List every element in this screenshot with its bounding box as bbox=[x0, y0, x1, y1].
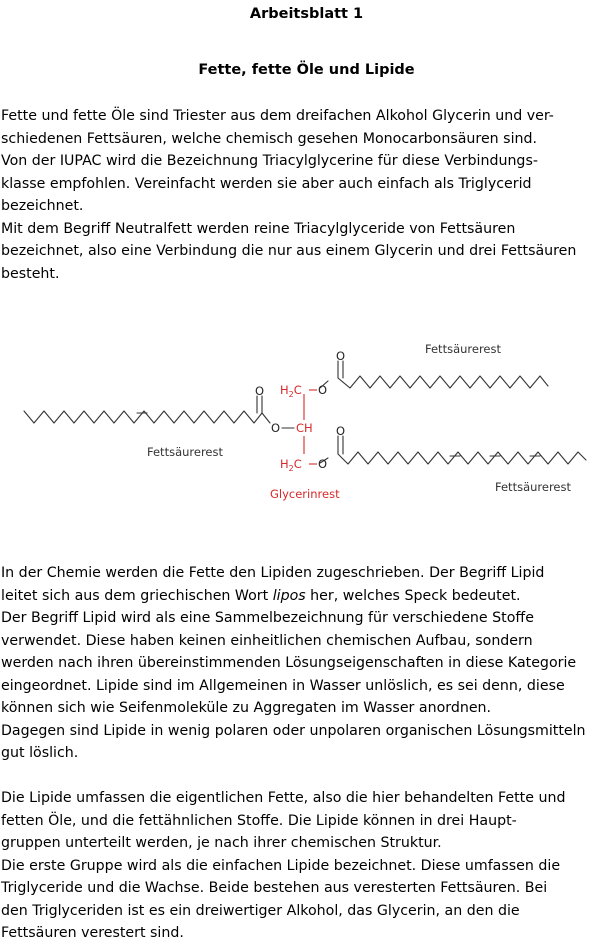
intro-line: klasse empfohlen. Vereinfacht werden sie aber auch einfach als Triglycerid bbox=[1, 175, 532, 192]
intro-paragraph bbox=[1, 105, 613, 285]
topic-title: Fette, fette Öle und Lipide bbox=[198, 62, 415, 78]
label-fatty-acid-bottom: Fettsäurerest bbox=[495, 480, 572, 494]
top-fatty-acid-chain bbox=[338, 376, 548, 388]
section2-line: leitet sich aus dem griechischen Wort lipos her, welches Speck bedeutet. bbox=[1, 587, 521, 604]
section2-line: Der Begriff Lipid wird als eine Sammelbezeichnung für verschiedene Stoffe bbox=[1, 610, 534, 626]
triglyceride-structure-figure bbox=[12, 326, 602, 516]
section3-line: Die erste Gruppe wird als die einfachen Lipide bezeichnet. Diese umfassen die bbox=[1, 857, 561, 874]
intro-line: besteht. bbox=[1, 265, 60, 282]
section3-line: den Triglyceriden ist es ein dreiwertiger Alkohol, das Glycerin, an den die bbox=[1, 902, 520, 919]
bottom-ester-o: O bbox=[318, 457, 328, 471]
left-carbonyl-o: O bbox=[255, 384, 265, 398]
glycerin-ch: CH bbox=[296, 421, 313, 435]
top-ester-o: O bbox=[318, 383, 328, 397]
top-carbonyl-o: O bbox=[336, 349, 346, 363]
intro-line: schiedenen Fettsäuren, welche chemisch gesehen Monocarbonsäuren sind. bbox=[1, 130, 538, 147]
intro-line: Mit dem Begriff Neutralfett werden reine Triacylglyceride von Fettsäuren bbox=[1, 220, 516, 237]
section3-line: Die Lipide umfassen die eigentlichen Fette, also die hier behandelten Fette und bbox=[1, 790, 566, 806]
intro-line: Fette und fette Öle sind Triester aus dem dreifachen Alkohol Glycerin und ver- bbox=[1, 108, 554, 124]
section2-line: In der Chemie werden die Fette den Lipiden zugeschrieben. Der Begriff Lipid bbox=[1, 565, 545, 581]
label-glycerin: Glycerinrest bbox=[270, 487, 340, 501]
section3-line: Fettsäuren verestert sind. bbox=[1, 925, 184, 941]
glycerin-h2c-bottom: $H_2C$ bbox=[280, 457, 302, 473]
worksheet-title: Arbeitsblatt 1 bbox=[249, 6, 364, 22]
triglyceride-structure-svg bbox=[12, 326, 602, 516]
glycerin-h2c-top: $H_2C$ bbox=[280, 383, 302, 399]
bottom-carbonyl-o: O bbox=[336, 424, 346, 438]
section3-line: fetten Öle, und die fettähnlichen Stoffe. Die Lipide können in drei Haupt- bbox=[1, 812, 517, 829]
section2-line: können sich wie Seifenmoleküle zu Aggregaten im Wasser anordnen. bbox=[1, 700, 492, 716]
left-ester-bond bbox=[262, 413, 270, 423]
section2-line: verwendet. Diese haben keinen einheitlichen chemischen Aufbau, sondern bbox=[1, 632, 533, 649]
label-fatty-acid-top: Fettsäurerest bbox=[425, 342, 502, 356]
left-ester-o: O bbox=[271, 421, 281, 435]
intro-line: bezeichnet. bbox=[1, 198, 84, 214]
section2-line: eingeordnet. Lipide sind im Allgemeinen in Wasser unlöslich, es sei denn, diese bbox=[1, 677, 565, 694]
bottom-fatty-acid-chain bbox=[338, 452, 586, 464]
section2-line: werden nach ihren übereinstimmenden Lösungseigenschaften in diese Kategorie bbox=[1, 655, 577, 671]
label-fatty-acid-left: Fettsäurerest bbox=[147, 445, 224, 459]
section2-line: Dagegen sind Lipide in wenig polaren oder unpolaren organischen Lösungsmitteln bbox=[1, 722, 586, 739]
intro-line: Von der IUPAC wird die Bezeichnung Triacylglycerine für diese Verbindungs- bbox=[1, 153, 538, 169]
lipid-groups-paragraph bbox=[1, 787, 613, 945]
section2-line: gut löslich. bbox=[1, 745, 79, 761]
intro-line: bezeichnet, also eine Verbindung die nur aus einem Glycerin und drei Fettsäuren bbox=[1, 243, 577, 259]
section3-line: gruppen unterteilt werden, je nach ihrer chemischen Struktur. bbox=[1, 835, 442, 851]
section3-line: Triglyceride und die Wachse. Beide bestehen aus veresterten Fettsäuren. Bei bbox=[1, 880, 548, 896]
lipos-term: lipos bbox=[272, 587, 306, 604]
lipid-definition-paragraph bbox=[1, 562, 613, 765]
